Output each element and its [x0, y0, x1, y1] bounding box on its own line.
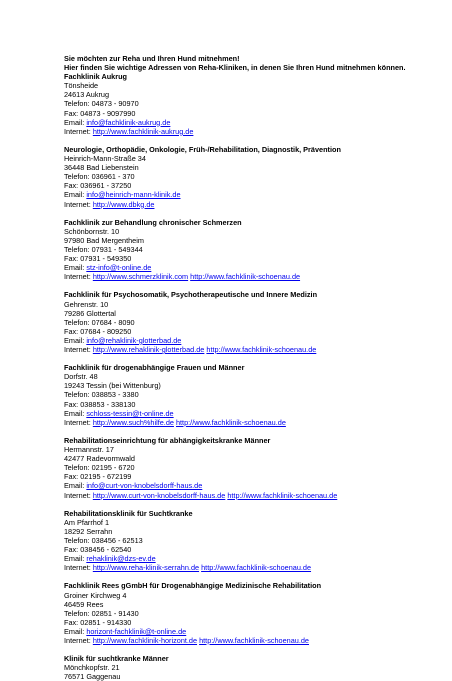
clinic-phone-line — [64, 172, 436, 181]
phone-label: Telefon: — [64, 317, 92, 327]
clinic-email-line — [64, 409, 436, 418]
fax-label: Fax: — [64, 108, 81, 118]
fax-label: Fax: — [64, 399, 81, 409]
fax-label: Fax: — [64, 617, 81, 627]
fax-label: Fax: — [64, 181, 81, 191]
phone-label: Telefon: — [64, 244, 92, 254]
clinic-fax-line — [64, 327, 436, 336]
clinic-phone-line — [64, 609, 436, 618]
email-label: Email: — [64, 335, 87, 345]
clinic-street: Schönbornstr. 10 — [64, 226, 120, 236]
phone-label: Telefon: — [64, 608, 92, 618]
clinic-title: Klinik für suchtkranke Männer — [64, 654, 169, 664]
clinic-website-link[interactable]: http://www.fachklinik-aukrug.de — [92, 126, 194, 136]
fax-label: Fax: — [64, 254, 81, 264]
clinic-email-line — [64, 263, 436, 272]
clinic-city: 97980 Bad Mergentheim — [64, 235, 144, 245]
clinic-phone-line — [64, 245, 436, 254]
internet-label: Internet: — [64, 490, 93, 500]
clinic-email-link[interactable]: info@curt-von-knobelsdorff-haus.de — [86, 481, 203, 491]
email-label: Email: — [64, 481, 87, 491]
clinic-website-link[interactable]: http://www.curt-von-knobelsdorff-haus.de — [92, 490, 226, 500]
email-label: Email: — [64, 408, 87, 418]
clinic-phone: 038853 - 3380 — [91, 390, 139, 400]
clinic-website-link[interactable]: http://www.fachklinik-schoenau.de — [201, 563, 312, 573]
clinic-phone: 04873 - 90970 — [91, 99, 139, 109]
clinic-website-link[interactable]: http://www.reha-klinik-serrahn.de — [92, 563, 200, 573]
clinic-phone-line — [64, 318, 436, 327]
clinic-email-line — [64, 336, 436, 345]
clinic-internet-line — [64, 345, 436, 354]
clinic-phone: 036961 - 370 — [91, 172, 135, 182]
internet-label: Internet: — [64, 272, 93, 282]
clinic-fax: 07931 - 549350 — [80, 254, 132, 264]
clinic-title: Rehabilitationseinrichtung für abhängigkeitskranke Männer — [64, 435, 271, 445]
clinic-website-link[interactable]: http://www.fachklinik-schoenau.de — [199, 636, 309, 645]
clinic-city: 36448 Bad Liebenstein — [64, 163, 139, 173]
clinic-phone: 038456 - 62513 — [91, 535, 143, 545]
clinic-fax-line — [64, 181, 436, 190]
clinic-entry — [64, 509, 436, 573]
email-label: Email: — [64, 190, 87, 200]
email-label: Email: — [64, 554, 87, 564]
intro-heading: Sie möchten zur Reha und Ihren Hund mitnehmen! — [64, 54, 240, 63]
clinic-email-line — [64, 554, 436, 563]
clinic-street: Tönsheide — [64, 81, 99, 91]
fax-label: Fax: — [64, 472, 81, 482]
clinic-fax-line — [64, 254, 436, 263]
clinic-website-link[interactable]: http://www.rehaklinik-glotterbad.de — [92, 345, 205, 354]
phone-label: Telefon: — [64, 463, 92, 473]
clinic-entry — [64, 72, 436, 136]
clinic-fax: 038853 - 338130 — [80, 399, 136, 409]
clinic-title: Neurologie, Orthopädie, Onkologie, Früh-/Rehabilitation, Diagnostik, Prävention — [64, 144, 341, 154]
phone-label: Telefon: — [64, 390, 92, 400]
clinic-website-link[interactable]: http://www.fachklinik-schoenau.de — [175, 417, 286, 427]
intro — [64, 54, 436, 72]
clinic-phone: 07931 - 549344 — [91, 244, 143, 254]
clinic-website-link[interactable]: http://www.fachklinik-schoenau.de — [227, 490, 338, 500]
clinic-email-link[interactable]: info@fachklinik-aukrug.de — [86, 117, 171, 127]
clinic-email-link[interactable]: info@heinrich-mann-klinik.de — [86, 190, 181, 200]
clinic-internet-line — [64, 491, 436, 500]
clinic-entry — [64, 218, 436, 282]
clinic-internet-line — [64, 636, 436, 645]
internet-label: Internet: — [64, 563, 93, 573]
internet-label: Internet: — [64, 417, 93, 427]
clinic-email-link[interactable]: info@rehaklinik-glotterbad.de — [86, 335, 182, 345]
clinic-street: Gehrenstr. 10 — [64, 299, 109, 309]
clinic-fax: 02851 - 914330 — [80, 617, 132, 627]
clinic-phone-line — [64, 99, 436, 108]
clinic-fax: 036961 - 37250 — [80, 181, 132, 191]
clinic-street: Am Pfarrhof 1 — [64, 517, 110, 527]
clinic-city: 79286 Glottertal — [64, 308, 116, 318]
clinic-phone-line — [64, 390, 436, 399]
clinic-website-link[interactable]: http://www.fachklinik-schoenau.de — [190, 272, 301, 282]
intro-subheading: Hier finden Sie wichtige Adressen von Reha-Kliniken, in denen Sie Ihren Hund mitnehmen können. — [64, 63, 406, 73]
clinic-city: 19243 Tessin (bei Wittenburg) — [64, 381, 161, 391]
clinic-fax: 04873 - 9097990 — [80, 108, 136, 118]
internet-label: Internet: — [64, 199, 93, 209]
clinic-phone-line — [64, 463, 436, 472]
clinic-internet-line — [64, 127, 436, 136]
clinic-fax: 02195 - 672199 — [80, 472, 132, 482]
clinic-fax: 038456 - 62540 — [80, 545, 132, 555]
clinic-website-link[interactable]: http://www.schmerzklinik.com — [92, 272, 189, 282]
internet-label: Internet: — [64, 126, 93, 136]
clinic-email-link[interactable]: stz-info@t-online.de — [86, 263, 152, 273]
clinic-title: Fachklinik Rees gGmbH für Drogenabhängige Medizinische Rehabilitation — [64, 581, 322, 591]
clinic-website-link[interactable]: http://www.dbkg.de — [92, 199, 155, 209]
email-label: Email: — [64, 626, 87, 636]
clinic-title: Fachklinik zur Behandlung chronischer Schmerzen — [64, 217, 242, 227]
clinic-entry — [64, 654, 436, 681]
clinic-phone: 02195 - 6720 — [91, 463, 135, 473]
clinic-internet-line — [64, 272, 436, 281]
clinic-city: 18292 Serrahn — [64, 526, 113, 536]
clinic-phone: 07684 - 8090 — [91, 317, 135, 327]
clinic-fax: 07684 - 809250 — [80, 326, 132, 336]
clinic-internet-line — [64, 200, 436, 209]
clinic-list — [64, 72, 436, 681]
clinic-fax-line — [64, 472, 436, 481]
clinic-email-line — [64, 190, 436, 199]
phone-label: Telefon: — [64, 99, 92, 109]
clinic-street: Groiner Kirchweg 4 — [64, 590, 127, 600]
clinic-fax-line — [64, 545, 436, 554]
clinic-fax-line — [64, 109, 436, 118]
phone-label: Telefon: — [64, 535, 92, 545]
clinic-internet-line — [64, 563, 436, 572]
clinic-entry — [64, 145, 436, 209]
fax-label: Fax: — [64, 545, 81, 555]
clinic-title: Rehabilitationsklinik für Suchtkranke — [64, 508, 193, 518]
clinic-website-link[interactable]: http://www.fachklinik-schoenau.de — [206, 345, 317, 354]
clinic-city: 42477 Radevormwald — [64, 454, 135, 464]
clinic-street: Mönchkopfstr. 21 — [64, 663, 120, 673]
clinic-street: Heinrich-Mann-Straße 34 — [64, 154, 146, 164]
clinic-entry — [64, 290, 436, 354]
clinic-email-line — [64, 118, 436, 127]
clinic-street: Dorfstr. 48 — [64, 372, 98, 382]
phone-label: Telefon: — [64, 172, 92, 182]
clinic-fax-line — [64, 400, 436, 409]
clinic-city: 76571 Gaggenau — [64, 672, 121, 681]
clinic-email-link[interactable]: horizont-fachklinik@t-online.de — [86, 626, 187, 636]
email-label: Email: — [64, 117, 87, 127]
clinic-city: 24613 Aukrug — [64, 90, 110, 100]
internet-label: Internet: — [64, 636, 93, 645]
clinic-title: Fachklinik für Psychosomatik, Psychotherapeutische und Innere Medizin — [64, 290, 318, 300]
internet-label: Internet: — [64, 345, 93, 354]
clinic-email-line — [64, 481, 436, 490]
clinic-email-link[interactable]: schloss-tessin@t-online.de — [86, 408, 174, 418]
clinic-fax-line — [64, 618, 436, 627]
clinic-phone: 02851 - 91430 — [91, 608, 139, 618]
fax-label: Fax: — [64, 326, 81, 336]
clinic-city: 46459 Rees — [64, 599, 104, 609]
clinic-website-link[interactable]: http://www.fachklinik-horizont.de — [92, 636, 198, 645]
clinic-title: Fachklinik Aukrug — [64, 72, 127, 82]
clinic-internet-line — [64, 418, 436, 427]
clinic-website-link[interactable]: http://www.such%hilfe.de — [92, 417, 174, 427]
clinic-title: Fachklinik für drogenabhängige Frauen und Männer — [64, 363, 245, 373]
clinic-entry — [64, 363, 436, 427]
document-page — [64, 54, 436, 681]
clinic-email-link[interactable]: rehaklinik@dzs-ev.de — [86, 554, 156, 564]
email-label: Email: — [64, 263, 87, 273]
clinic-entry — [64, 581, 436, 645]
clinic-entry — [64, 436, 436, 500]
clinic-phone-line — [64, 536, 436, 545]
clinic-email-line — [64, 627, 436, 636]
clinic-street: Hermannstr. 17 — [64, 445, 114, 455]
